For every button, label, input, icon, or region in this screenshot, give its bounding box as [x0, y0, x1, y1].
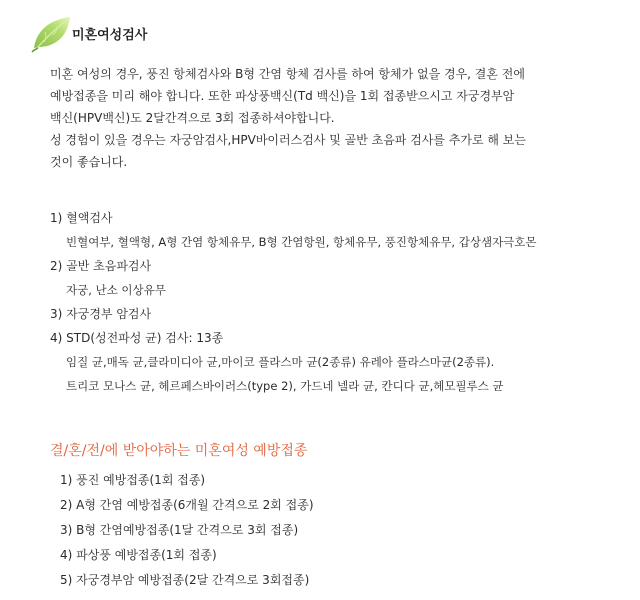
intro-line: 미혼 여성의 경우, 풍진 항체검사와 B형 간염 항체 검사를 하여 항체가 없을 경우, 결혼 전에 [50, 67, 525, 81]
test-item-detail: 트리코 모나스 균, 헤르페스바이러스(type 2), 가드네 넬라 균, 칸디다 균,헤모필루스 균 [66, 379, 504, 393]
vaccine-item: 2) A형 간염 예방접종(6개월 간격으로 2회 접종) [60, 498, 314, 512]
test-item-std [50, 326, 630, 398]
vaccine-section-title: 결/혼/전/에 받아야하는 미혼여성 예방접종 [50, 443, 308, 459]
test-item-blood [50, 206, 630, 254]
page-title: 미혼여성검사 [72, 28, 148, 43]
test-item-pelvic-ultrasound [50, 254, 630, 302]
intro-line: 것이 좋습니다. [50, 155, 128, 169]
test-item-title: 3) 자궁경부 암검사 [50, 307, 152, 321]
test-item-detail: 빈혈여부, 혈액형, A형 간염 항체유무, B형 간염항원, 항체유무, 풍진항체유무, 갑상샘자극호몬 [66, 235, 537, 249]
test-item-cervical-cancer [50, 302, 630, 326]
test-item-title: 1) 혈액검사 [50, 211, 113, 225]
test-item-title: 4) STD(성전파성 균) 검사: 13종 [50, 331, 224, 345]
section-header [30, 14, 76, 54]
vaccine-item: 4) 파상풍 예방접종(1회 접종) [60, 548, 217, 562]
intro-paragraph [50, 63, 620, 173]
test-item-detail: 임질 균,매독 균,클라미디아 균,마이코 플라스마 균(2종류) 유레아 플라스마균(2종류). [66, 355, 495, 369]
leaf-icon [30, 14, 76, 54]
intro-line: 성 경험이 있을 경우는 자궁암검사,HPV바이러스검사 및 골반 초음파 검사를 추가로 해 보는 [50, 133, 526, 147]
vaccine-list [60, 468, 314, 593]
test-item-detail: 자궁, 난소 이상유무 [66, 283, 166, 297]
vaccine-item: 3) B형 간염예방접종(1달 간격으로 3회 접종) [60, 523, 299, 537]
test-item-title: 2) 골반 초음파검사 [50, 259, 152, 273]
intro-line: 백신(HPV백신)도 2달간격으로 3회 접종하셔야합니다. [50, 111, 335, 125]
test-list [50, 206, 630, 398]
vaccine-item: 5) 자궁경부암 예방접종(2달 간격으로 3회접종) [60, 573, 310, 587]
vaccine-item: 1) 풍진 예방접종(1회 접종) [60, 473, 206, 487]
intro-line: 예방접종을 미리 해야 합니다. 또한 파상풍백신(Td 백신)을 1회 접종받으시고 자궁경부암 [50, 89, 515, 103]
